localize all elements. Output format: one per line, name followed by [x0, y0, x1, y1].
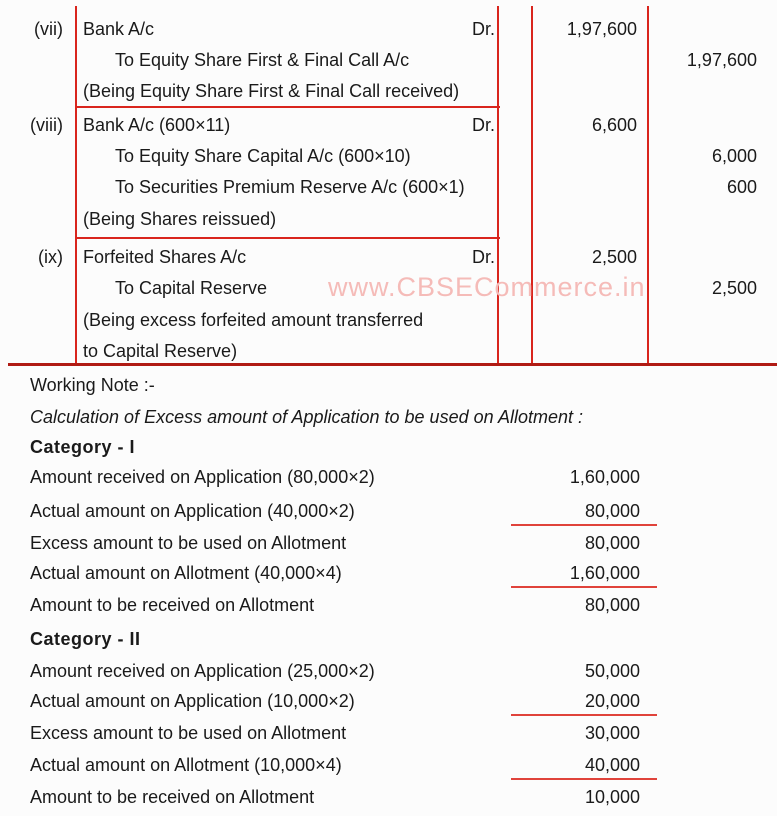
calculation-row	[0, 558, 777, 589]
debit-amount: 2,500	[591, 247, 637, 267]
red-underline	[511, 778, 657, 780]
journal-entry-row	[0, 141, 777, 172]
dr-label: Dr.	[471, 247, 495, 267]
narration: (Being Equity Share First & Final Call received)	[83, 81, 460, 101]
journal-entry-row	[0, 45, 777, 76]
calculation-label: Amount received on Application (25,000×2)	[30, 661, 375, 681]
calculation-row	[0, 782, 777, 813]
calculation-amount: 10,000	[584, 787, 640, 807]
category-heading-row	[0, 432, 777, 463]
particulars: Bank A/c (600×11)	[83, 115, 231, 135]
particulars: To Capital Reserve	[115, 278, 268, 298]
journal-entry-row	[0, 336, 777, 367]
journal-entry-row	[0, 305, 777, 336]
journal-entry-row	[0, 204, 777, 235]
working-note-title-row	[0, 370, 777, 401]
category-heading: Category - I	[30, 437, 136, 457]
red-underline	[511, 714, 657, 716]
calculation-amount: 1,60,000	[569, 563, 640, 583]
category-heading: Category - II	[30, 629, 141, 649]
calculation-amount: 80,000	[584, 533, 640, 553]
narration: (Being Shares reissued)	[83, 209, 277, 229]
credit-amount: 6,000	[711, 146, 757, 166]
calculation-label: Amount to be received on Allotment	[30, 595, 315, 615]
working-note-subtitle: Calculation of Excess amount of Application to be used on Allotment :	[30, 407, 583, 427]
entry-number: (vii)	[34, 19, 63, 39]
calculation-row	[0, 750, 777, 781]
debit-amount: 6,600	[591, 115, 637, 135]
watermark: www.CBSECommerce.in	[328, 272, 646, 302]
working-note-subtitle-row	[0, 402, 777, 433]
credit-amount: 600	[726, 177, 757, 197]
narration: to Capital Reserve)	[83, 341, 238, 361]
particulars: To Securities Premium Reserve A/c (600×1)	[115, 177, 465, 197]
journal-entry-row	[0, 242, 777, 273]
calculation-amount: 1,60,000	[569, 467, 640, 487]
journal-table	[0, 0, 777, 366]
calculation-row	[0, 462, 777, 493]
debit-amount: 1,97,600	[566, 19, 637, 39]
working-note-title: Working Note :-	[30, 375, 155, 395]
calculation-label: Actual amount on Application (10,000×2)	[30, 691, 355, 711]
calculation-amount: 20,000	[584, 691, 640, 711]
calculation-label: Excess amount to be used on Allotment	[30, 533, 347, 553]
narration: (Being excess forfeited amount transferred	[83, 310, 424, 330]
calculation-row	[0, 718, 777, 749]
calculation-amount: 80,000	[584, 501, 640, 521]
calculation-amount: 30,000	[584, 723, 640, 743]
credit-amount: 1,97,600	[686, 50, 757, 70]
calculation-row	[0, 496, 777, 527]
entry-number: (ix)	[38, 247, 63, 267]
calculation-label: Amount received on Application (80,000×2)	[30, 467, 375, 487]
calculation-amount: 40,000	[584, 755, 640, 775]
journal-entry-row	[0, 14, 777, 45]
calculation-label: Amount to be received on Allotment	[30, 787, 315, 807]
calculation-row	[0, 528, 777, 559]
calculation-label: Actual amount on Allotment (10,000×4)	[30, 755, 342, 775]
calculation-label: Actual amount on Application (40,000×2)	[30, 501, 355, 521]
journal-entry-row	[0, 172, 777, 203]
credit-amount: 2,500	[711, 278, 757, 298]
red-underline	[511, 524, 657, 526]
calculation-row	[0, 656, 777, 687]
calculation-amount: 80,000	[584, 595, 640, 615]
entry-separator-line	[75, 237, 500, 239]
dr-label: Dr.	[471, 115, 495, 135]
calculation-amount: 50,000	[584, 661, 640, 681]
calculation-label: Excess amount to be used on Allotment	[30, 723, 347, 743]
calculation-row	[0, 686, 777, 717]
particulars: To Equity Share First & Final Call A/c	[115, 50, 410, 70]
entry-number: (viii)	[30, 115, 63, 135]
journal-entry-row	[0, 76, 777, 107]
red-underline	[511, 586, 657, 588]
particulars: To Equity Share Capital A/c (600×10)	[115, 146, 411, 166]
dr-label: Dr.	[471, 19, 495, 39]
calculation-label: Actual amount on Allotment (40,000×4)	[30, 563, 342, 583]
particulars: Bank A/c	[83, 19, 155, 39]
calculation-row	[0, 590, 777, 621]
journal-entry-row	[0, 110, 777, 141]
particulars: Forfeited Shares A/c	[83, 247, 247, 267]
category-heading-row	[0, 624, 777, 655]
